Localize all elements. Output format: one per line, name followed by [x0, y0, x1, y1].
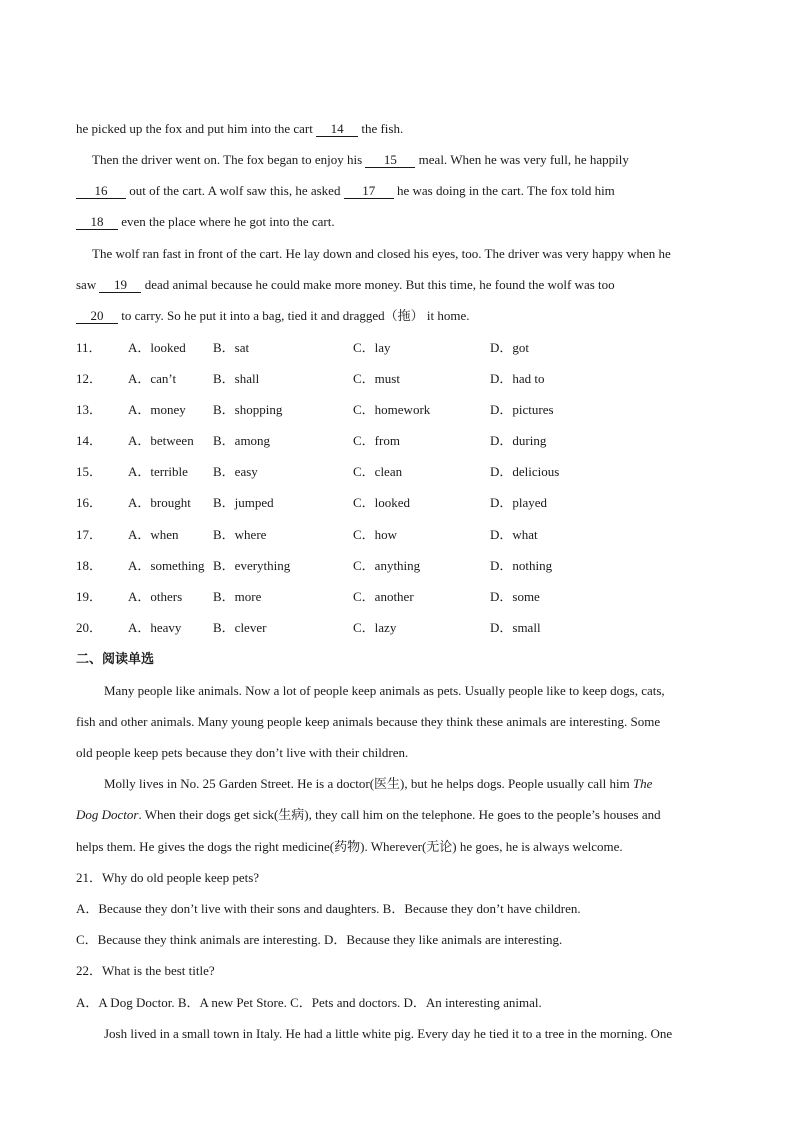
option-a: A．brought [128, 495, 191, 510]
question-options-row [76, 526, 716, 544]
question-options-row [76, 463, 716, 481]
question-number: 19． [76, 589, 103, 604]
section-heading: 二、阅读单选 [76, 652, 155, 667]
blank-14: 14 [316, 121, 358, 137]
blank-20: 20 [76, 308, 118, 324]
question-number: 13． [76, 402, 103, 417]
question-stem: 21．Why do old people keep pets? [76, 870, 260, 885]
passage-line: Many people like animals. Now a lot of people keep animals as pets. Usually people like to keep dogs, cats, [104, 683, 665, 698]
passage-line: helps them. He gives the dogs the right medicine(药物). Wherever(无论) he goes, he is always welcome. [76, 839, 623, 854]
passage-line [76, 120, 726, 138]
option-a: A．between [128, 433, 194, 448]
passage-text: he was doing in the cart. The fox told him [393, 183, 615, 198]
option-b: B．where [213, 527, 267, 542]
option-d: D．had to [490, 371, 545, 386]
passage-italic-text: Dog Doctor [76, 807, 139, 822]
passage-line [76, 806, 726, 824]
passage-line: Josh lived in a small town in Italy. He had a little white pig. Every day he tied it to a tree in the morning. One [104, 1026, 673, 1041]
passage-line [92, 151, 742, 169]
passage-line: old people keep pets because they don’t live with their children. [76, 745, 409, 760]
option-a: A．looked [128, 340, 186, 355]
question-number: 16． [76, 495, 103, 510]
question-options-row [76, 339, 716, 357]
passage-line [76, 307, 726, 325]
blank-19: 19 [99, 277, 141, 293]
option-d: D．pictures [490, 402, 554, 417]
option-b: B．among [213, 433, 271, 448]
option-c: C．lazy [353, 620, 397, 635]
option-b: B．jumped [213, 495, 274, 510]
option-c: C．from [353, 433, 400, 448]
question-stem: 22．What is the best title? [76, 963, 215, 978]
question-options: C．Because they think animals are interesting. D．Because they like animals are interesting. [76, 932, 563, 947]
blank-15: 15 [365, 152, 415, 168]
question-options-row [76, 401, 716, 419]
option-b: B．everything [213, 558, 291, 573]
passage-text: Molly lives in No. 25 Garden Street. He is a doctor(医生), but he helps dogs. People usually call him [104, 776, 633, 791]
passage-line: fish and other animals. Many young people keep animals because they think these animals are interesting. Some [76, 714, 661, 729]
option-a: A．others [128, 589, 183, 604]
question-options-row [76, 588, 716, 606]
passage-text: Then the driver went on. The fox began to enjoy his [92, 152, 366, 167]
question-options: A．A Dog Doctor. B．A new Pet Store. C．Pets and doctors. D．An interesting animal. [76, 995, 542, 1010]
question-number: 15． [76, 464, 103, 479]
option-b: B．more [213, 589, 262, 604]
question-options-row [76, 557, 716, 575]
option-a: A．heavy [128, 620, 182, 635]
option-d: D．during [490, 433, 547, 448]
option-c: C．homework [353, 402, 431, 417]
option-c: C．must [353, 371, 400, 386]
option-a: A．money [128, 402, 186, 417]
blank-16: 16 [76, 183, 126, 199]
question-options-row [76, 494, 716, 512]
question-number: 14． [76, 433, 103, 448]
option-b: B．clever [213, 620, 267, 635]
passage-text: out of the cart. A wolf saw this, he asked [126, 183, 344, 198]
blank-18: 18 [76, 214, 118, 230]
passage-line: The wolf ran fast in front of the cart. He lay down and closed his eyes, too. The driver was very happy when he [92, 246, 671, 261]
option-d: D．some [490, 589, 540, 604]
option-d: D．what [490, 527, 538, 542]
option-c: C．looked [353, 495, 411, 510]
question-options-row [76, 370, 716, 388]
passage-line [76, 213, 726, 231]
passage-text: the fish. [358, 121, 404, 136]
passage-text: even the place where he got into the cart. [118, 214, 335, 229]
option-a: A．something [128, 558, 205, 573]
option-c: C．anything [353, 558, 421, 573]
option-a: A．can’t [128, 371, 177, 386]
option-c: C．lay [353, 340, 391, 355]
option-d: D．small [490, 620, 541, 635]
question-number: 17． [76, 527, 103, 542]
question-options: A．Because they don’t live with their sons and daughters. B．Because they don’t have children. [76, 901, 581, 916]
passage-text: dead animal because he could make more money. But this time, he found the wolf was too [141, 277, 615, 292]
passage-line [104, 775, 754, 793]
blank-17: 17 [344, 183, 394, 199]
option-d: D．delicious [490, 464, 560, 479]
passage-text: meal. When he was very full, he happily [415, 152, 629, 167]
passage-text: saw [76, 277, 100, 292]
passage-line [76, 182, 726, 200]
option-a: A．when [128, 527, 179, 542]
option-d: D．nothing [490, 558, 553, 573]
passage-text: to carry. So he put it into a bag, tied it and dragged（拖） it home. [118, 308, 470, 323]
option-b: B．shall [213, 371, 260, 386]
option-a: A．terrible [128, 464, 188, 479]
option-d: D．got [490, 340, 530, 355]
question-number: 12． [76, 371, 103, 386]
passage-line [76, 276, 726, 294]
passage-text: he picked up the fox and put him into the cart [76, 121, 317, 136]
passage-italic-text: The [632, 776, 653, 791]
passage-text: . When their dogs get sick(生病), they call him on the telephone. He goes to the people’s houses and [138, 807, 661, 822]
question-number: 18． [76, 558, 103, 573]
option-c: C．how [353, 527, 398, 542]
question-number: 11． [76, 340, 102, 355]
question-number: 20． [76, 620, 103, 635]
option-b: B．sat [213, 340, 250, 355]
option-c: C．another [353, 589, 414, 604]
question-options-row [76, 432, 716, 450]
option-d: D．played [490, 495, 548, 510]
question-options-row [76, 619, 716, 637]
option-c: C．clean [353, 464, 403, 479]
option-b: B．easy [213, 464, 258, 479]
option-b: B．shopping [213, 402, 283, 417]
